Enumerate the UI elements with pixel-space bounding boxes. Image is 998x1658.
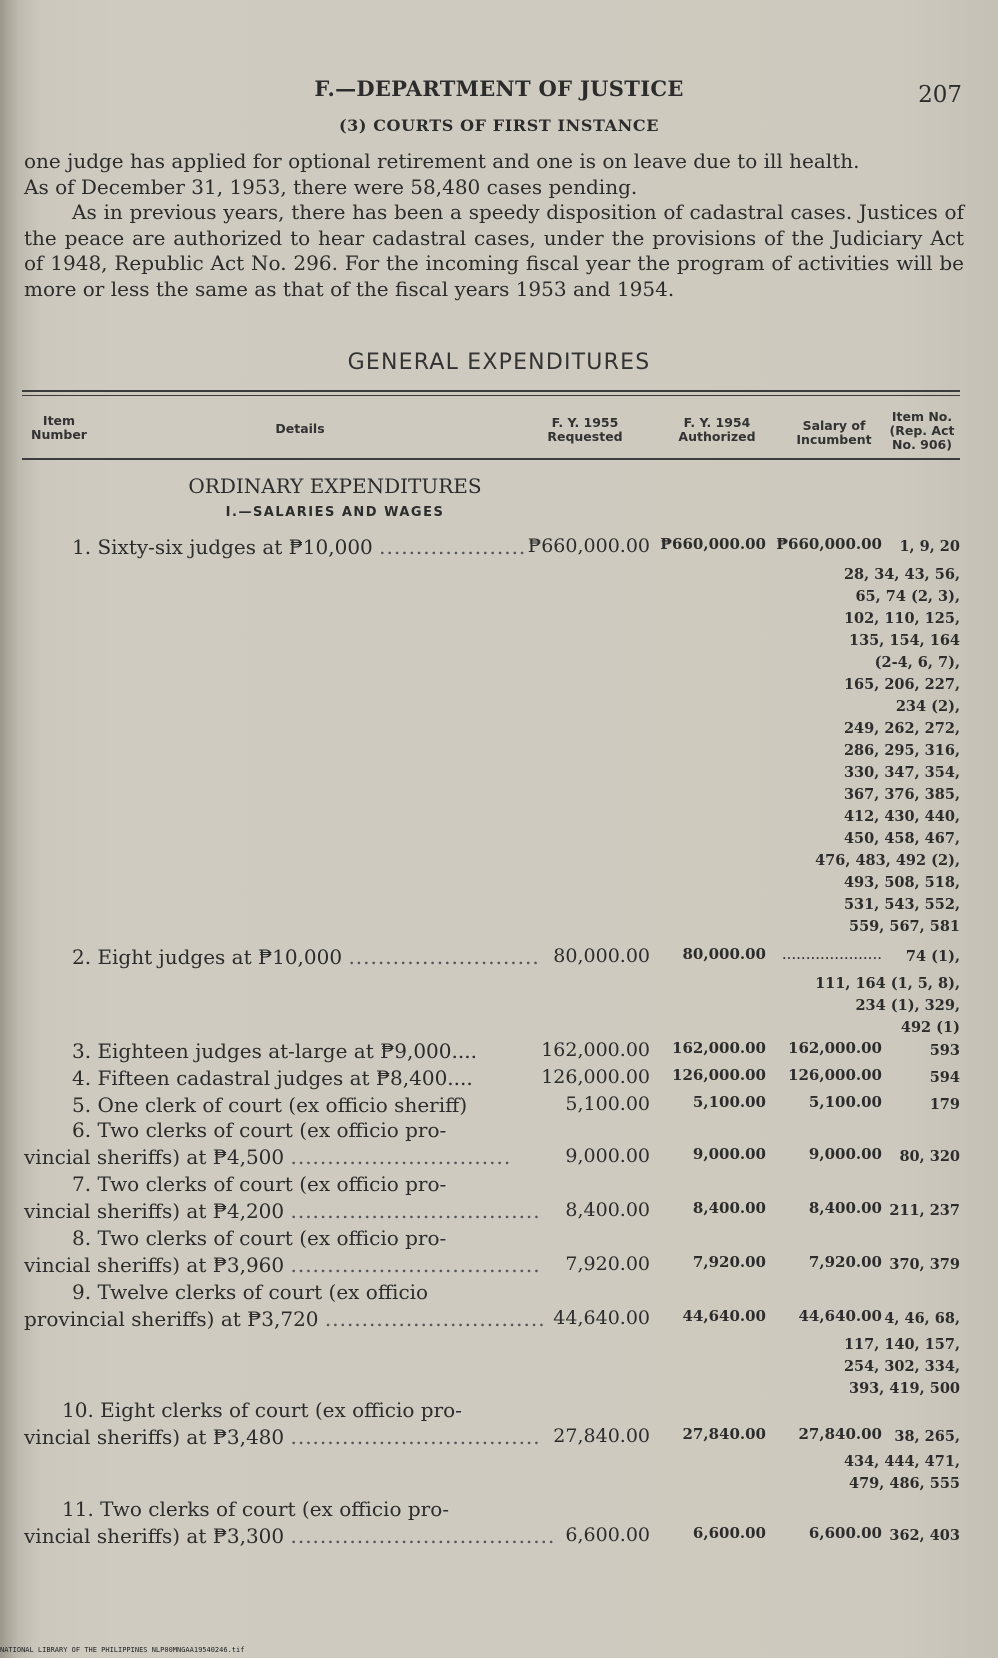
row-item-numbers: 4, 46, 68,: [884, 1310, 960, 1327]
table-row: [0, 1425, 998, 1451]
table-row: [0, 1524, 998, 1550]
row-description-line-1: 6. Two clerks of court (ex officio pro-: [72, 1118, 447, 1142]
table-row: [0, 1066, 998, 1092]
row-salary-incumbent: 6,600.00: [808, 1524, 882, 1542]
row-fy1955-amount: 44,640.00: [553, 1307, 650, 1329]
scan-footer: NATIONAL LIBRARY OF THE PHILIPPINES NLP00MNGAA19540246.tif: [0, 1646, 245, 1654]
row-fy1954-amount: 162,000.00: [672, 1039, 766, 1057]
row-item-numbers-continued: 111, 164 (1, 5, 8), 234 (1), 329, 492 (1): [815, 975, 960, 1036]
row-salary-incumbent: 162,000.00: [788, 1039, 882, 1057]
row-fy1955-amount: 6,600.00: [565, 1524, 650, 1546]
row-description: 2. Eight judges at ₱10,000 ..........................: [72, 945, 540, 969]
table-row: [0, 1093, 998, 1119]
row-fy1955-amount: 126,000.00: [541, 1066, 650, 1088]
header-bottom-rule: [22, 458, 960, 460]
section-subtitle: (3) COURTS OF FIRST INSTANCE: [338, 116, 660, 135]
row-description-line-2: vincial sheriffs) at ₱3,480 ..................................: [24, 1425, 541, 1449]
row-fy1954-amount: 5,100.00: [692, 1093, 766, 1111]
col-fy1954: F. Y. 1954 Authorized: [678, 415, 756, 444]
row-fy1954-amount: 7,920.00: [692, 1253, 766, 1271]
row-description-line-2: vincial sheriffs) at ₱3,300 ....................................: [24, 1524, 556, 1548]
row-item-numbers: 80, 320: [899, 1148, 960, 1165]
row-item-numbers: 74 (1),: [905, 948, 960, 965]
table-row: [0, 1307, 998, 1333]
row-description-line-2: vincial sheriffs) at ₱4,200 ..................................: [24, 1199, 541, 1223]
row-salary-incumbent: 8,400.00: [808, 1199, 882, 1217]
table-row: [0, 1145, 998, 1171]
col-details: Details: [275, 421, 325, 436]
row-item-numbers: 211, 237: [889, 1202, 960, 1219]
row-fy1954-amount: 27,840.00: [682, 1425, 766, 1443]
page-number: 207: [918, 82, 962, 108]
row-item-numbers: 179: [929, 1096, 960, 1113]
row-description-line-1: 9. Twelve clerks of court (ex officio: [72, 1280, 429, 1304]
row-fy1954-amount: 6,600.00: [692, 1524, 766, 1542]
row-fy1954-amount: 126,000.00: [672, 1066, 766, 1084]
row-fy1955-amount: 27,840.00: [553, 1425, 650, 1447]
row-description-line-1: 7. Two clerks of court (ex officio pro-: [72, 1172, 447, 1196]
row-item-numbers: 594: [929, 1069, 960, 1086]
row-fy1955-amount: 5,100.00: [565, 1093, 650, 1115]
general-expenditures-heading: GENERAL EXPENDITURES: [347, 350, 651, 375]
row-salary-incumbent: ₱660,000.00: [776, 535, 882, 553]
row-fy1954-amount: 80,000.00: [682, 945, 766, 963]
row-item-numbers: 362, 403: [889, 1527, 960, 1544]
row-item-numbers: 1, 9, 20: [899, 538, 960, 555]
col-fy1955: F. Y. 1955 Requested: [547, 415, 623, 444]
row-salary-incumbent: 7,920.00: [808, 1253, 882, 1271]
intro-line-2: As of December 31, 1953, there were 58,480 cases pending.: [24, 174, 638, 199]
row-item-numbers: 38, 265,: [894, 1428, 960, 1445]
row-description-line-1: 10. Eight clerks of court (ex officio pro-: [62, 1398, 462, 1422]
row-item-numbers: 370, 379: [889, 1256, 960, 1273]
intro-paragraph-2: [24, 200, 964, 302]
col-item-no-rep-act: Item No. (Rep. Act No. 906): [889, 409, 955, 452]
table-row: [0, 1253, 998, 1279]
col-item-number: Item Number: [31, 413, 87, 442]
row-salary-incumbent: .....................: [781, 945, 882, 963]
intro-paragraph-2-text: As in previous years, there has been a speedy disposition of cadastral cases. Justices of the peace are authorized to hear cadastral cases, under the provisions of the Judiciary Act of 1948, Republic Act No. 296. For the incoming fiscal year the program of activities will be more or less the same as that of the fiscal years 1953 and 1954.: [24, 200, 964, 301]
row-fy1955-amount: 9,000.00: [565, 1145, 650, 1167]
row-salary-incumbent: 27,840.00: [798, 1425, 882, 1443]
row-fy1955-amount: 80,000.00: [553, 945, 650, 967]
row-fy1954-amount: ₱660,000.00: [660, 535, 766, 553]
table-row: [0, 1199, 998, 1225]
row-description-line-2: vincial sheriffs) at ₱3,960 ..................................: [24, 1253, 541, 1277]
row-description: 3. Eighteen judges at-large at ₱9,000....: [72, 1039, 477, 1063]
row-description: 1. Sixty-six judges at ₱10,000 ....................: [72, 535, 527, 559]
table-row: [0, 535, 998, 561]
row-fy1955-amount: 8,400.00: [565, 1199, 650, 1221]
row-salary-incumbent: 9,000.00: [808, 1145, 882, 1163]
row-description-line-2: vincial sheriffs) at ₱4,500 ..............................: [24, 1145, 512, 1169]
intro-paragraph-1: [24, 149, 964, 200]
row-item-numbers-continued: 28, 34, 43, 56, 65, 74 (2, 3), 102, 110, 125, 135, 154, 164 (2-4, 6, 7), 165, 206, 227, 234 (2), 249, 262, 272, 286, 295, 316, 330, 347, 354, 367, 376, 385, 412, 430, 440, 450, 458, 467, 476, 483, 492 (2), 493, 508, 518, 531, 543, 552, 559, 567, 581: [815, 566, 960, 935]
row-description: 5. One clerk of court (ex officio sheriff): [72, 1093, 468, 1117]
top-rule: [22, 390, 960, 392]
row-fy1955-amount: 7,920.00: [565, 1253, 650, 1275]
row-fy1954-amount: 8,400.00: [692, 1199, 766, 1217]
row-description-line-1: 8. Two clerks of court (ex officio pro-: [72, 1226, 447, 1250]
row-fy1955-amount: ₱660,000.00: [527, 535, 650, 557]
row-description-line-2: provincial sheriffs) at ₱3,720 ..............................: [24, 1307, 546, 1331]
table-row: [0, 945, 998, 971]
row-fy1954-amount: 44,640.00: [682, 1307, 766, 1325]
row-salary-incumbent: 5,100.00: [808, 1093, 882, 1111]
row-fy1955-amount: 162,000.00: [541, 1039, 650, 1061]
ordinary-expenditures-heading: ORDINARY EXPENDITURES: [188, 474, 482, 498]
row-description-line-1: 11. Two clerks of court (ex officio pro-: [62, 1497, 450, 1521]
row-description: 4. Fifteen cadastral judges at ₱8,400....: [72, 1066, 473, 1090]
table-row: [0, 1039, 998, 1065]
col-salary-incumbent: Salary of Incumbent: [796, 418, 872, 447]
row-item-numbers: 593: [929, 1042, 960, 1059]
top-rule-thin: [22, 395, 960, 396]
intro-line-1: one judge has applied for optional retirement and one is on leave due to ill health.: [24, 149, 860, 173]
row-fy1954-amount: 9,000.00: [692, 1145, 766, 1163]
row-salary-incumbent: 44,640.00: [798, 1307, 882, 1325]
row-item-numbers-continued: 434, 444, 471, 479, 486, 555: [843, 1453, 960, 1492]
department-title: F.—DEPARTMENT OF JUSTICE: [314, 76, 684, 101]
row-salary-incumbent: 126,000.00: [788, 1066, 882, 1084]
salaries-wages-heading: I.—SALARIES AND WAGES: [225, 505, 445, 520]
row-item-numbers-continued: 117, 140, 157, 254, 302, 334, 393, 419, 500: [843, 1336, 960, 1397]
